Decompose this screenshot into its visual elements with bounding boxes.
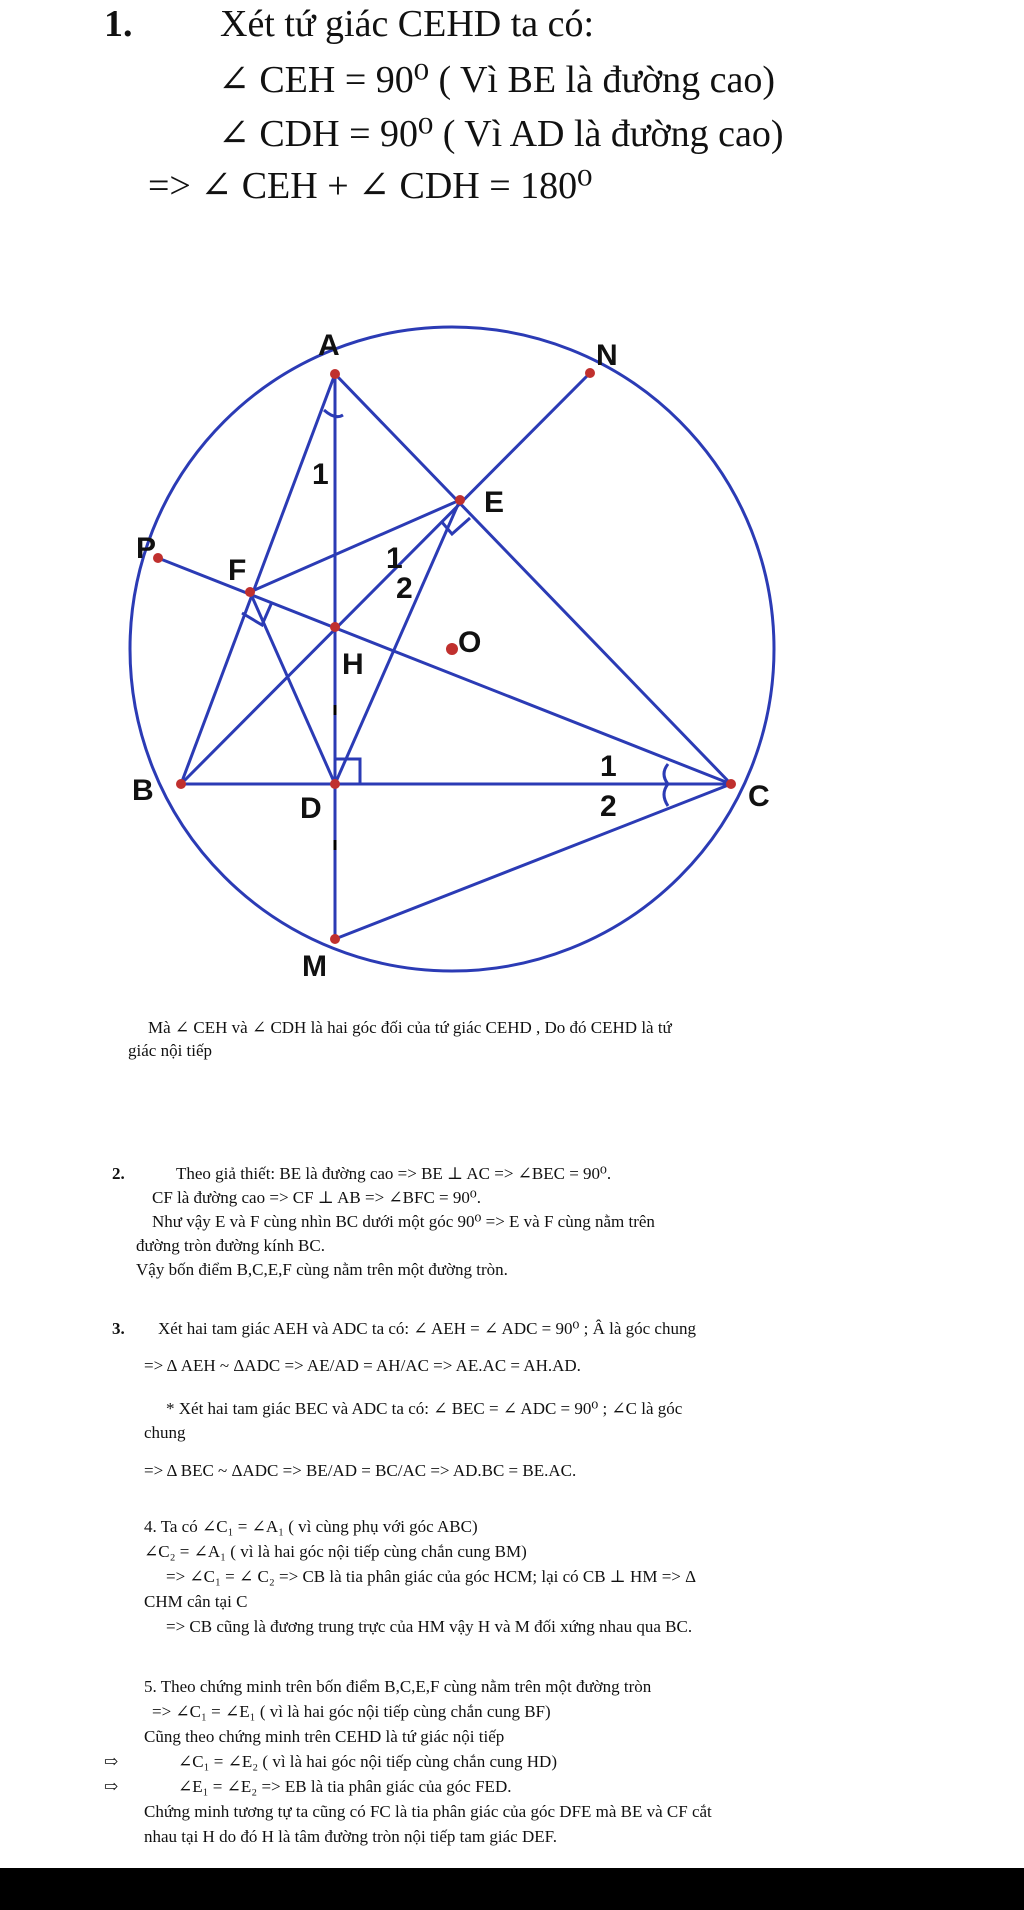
- conclusion1-line2: giác nội tiếp: [128, 1041, 213, 1060]
- conclusion1-line1: Mà ∠ CEH và ∠ CDH là hai góc đối của tứ giác CEHD , Do đó CEHD là tứ: [148, 1018, 672, 1037]
- section3-line5: => Δ BEC ~ ΔADC => BE/AD = BC/AC => AD.BC = BE.AC.: [144, 1461, 577, 1480]
- label-o: O: [458, 626, 482, 659]
- bottom-black-bar: [0, 1868, 1024, 1910]
- point-a: [330, 369, 340, 379]
- geometry-figure: [0, 300, 1024, 1000]
- angle-label-e2: 2: [396, 572, 413, 605]
- angle-label-e1: 1: [386, 542, 403, 575]
- section5-line4: ∠C₁ = ∠E₂ ( vì là hai góc nội tiếp cùng chắn cung HD): [178, 1752, 557, 1771]
- segment-mc: [335, 784, 731, 939]
- label-a: A: [318, 329, 340, 362]
- section3-line2: => Δ AEH ~ ΔADC => AE/AD = AH/AC => AE.AC = AH.AD.: [144, 1356, 581, 1375]
- section4-line5: => CB cũng là đương trung trực của HM vậy H và M đối xứng nhau qua BC.: [166, 1617, 693, 1636]
- label-c: C: [748, 780, 770, 813]
- point-f: [245, 587, 255, 597]
- section4-line4: CHM cân tại C: [144, 1592, 248, 1611]
- section2-line3: Như vậy E và F cùng nhìn BC dưới một góc 90⁰ => E và F cùng nằm trên: [152, 1212, 655, 1231]
- section2-number: 2.: [112, 1164, 125, 1183]
- right-angle-d: [335, 759, 360, 784]
- segment-pc: [158, 558, 731, 784]
- section3-line3: * Xét hai tam giác BEC và ADC ta có: ∠ BEC = ∠ ADC = 90⁰ ; ∠C là góc: [166, 1399, 683, 1418]
- label-f: F: [228, 554, 247, 587]
- section2-line1: Theo giả thiết: BE là đường cao => BE ⊥ AC => ∠BEC = 90⁰.: [176, 1164, 612, 1183]
- point-n: [585, 368, 595, 378]
- label-e: E: [484, 486, 505, 519]
- label-h: H: [342, 648, 364, 681]
- point-h: [330, 622, 340, 632]
- section2-line5: Vậy bốn điểm B,C,E,F cùng nằm trên một đường tròn.: [136, 1260, 508, 1279]
- section1-title: Xét tứ giác CEHD ta có:: [220, 3, 595, 45]
- section5-line6: Chứng minh tương tự ta cũng có FC là tia phân giác của góc DFE mà BE và CF cắt: [144, 1802, 712, 1821]
- section5-line7: nhau tại H do đó H là tâm đường tròn nội tiếp tam giác DEF.: [144, 1827, 557, 1846]
- point-b: [176, 779, 186, 789]
- section4-line2: ∠C₂ = ∠A₁ ( vì là hai góc nội tiếp cùng chắn cung BM): [144, 1542, 527, 1561]
- label-m: M: [302, 950, 327, 983]
- arrow-icon: ⇨: [104, 1777, 119, 1796]
- point-e: [455, 495, 465, 505]
- section3-line4: chung: [144, 1423, 186, 1442]
- side-ab: [181, 374, 335, 784]
- label-b: B: [132, 774, 154, 807]
- label-n: N: [596, 339, 618, 372]
- side-ac: [335, 374, 731, 784]
- angle-label-c2: 2: [600, 790, 617, 823]
- angle-arc-c2: [664, 784, 668, 806]
- section3-number: 3.: [112, 1319, 125, 1338]
- angle-arc-c1: [664, 764, 668, 784]
- section1-line3: => ∠ CEH + ∠ CDH = 180⁰: [148, 165, 593, 207]
- point-d: [330, 779, 340, 789]
- section1-line2: ∠ CDH = 90⁰ ( Vì AD là đường cao): [218, 113, 784, 155]
- section4-line3: => ∠C₁ = ∠ C₂ => CB là tia phân giác của góc HCM; lại có CB ⊥ HM => Δ: [166, 1567, 697, 1586]
- arrow-icon: ⇨: [104, 1752, 119, 1771]
- section1-number: 1.: [104, 3, 133, 45]
- section3-line1: Xét hai tam giác AEH và ADC ta có: ∠ AEH = ∠ ADC = 90⁰ ; Â là góc chung: [158, 1319, 696, 1338]
- section5-line3: Cũng theo chứng minh trên CEHD là tứ giác nội tiếp: [144, 1727, 505, 1746]
- section5-line5: ∠E₁ = ∠E₂ => EB là tia phân giác của góc FED.: [178, 1777, 512, 1796]
- section2-line2: CF là đường cao => CF ⊥ AB => ∠BFC = 90⁰.: [152, 1188, 481, 1207]
- label-d: D: [300, 792, 322, 825]
- section1-line1: ∠ CEH = 90⁰ ( Vì BE là đường cao): [218, 59, 776, 101]
- point-m: [330, 934, 340, 944]
- angle-label-a1: 1: [312, 458, 329, 491]
- point-c: [726, 779, 736, 789]
- section4-line1: 4. Ta có ∠C₁ = ∠A₁ ( vì cùng phụ với góc ABC): [144, 1517, 478, 1536]
- section5-line1: 5. Theo chứng minh trên bốn điểm B,C,E,F cùng nằm trên một đường tròn: [144, 1677, 652, 1696]
- label-p: P: [136, 532, 157, 565]
- point-o: [446, 643, 458, 655]
- angle-label-c1: 1: [600, 750, 617, 783]
- section2-line4: đường tròn đường kính BC.: [136, 1236, 325, 1255]
- section5-line2: => ∠C₁ = ∠E₁ ( vì là hai góc nội tiếp cùng chắn cung BF): [152, 1702, 551, 1721]
